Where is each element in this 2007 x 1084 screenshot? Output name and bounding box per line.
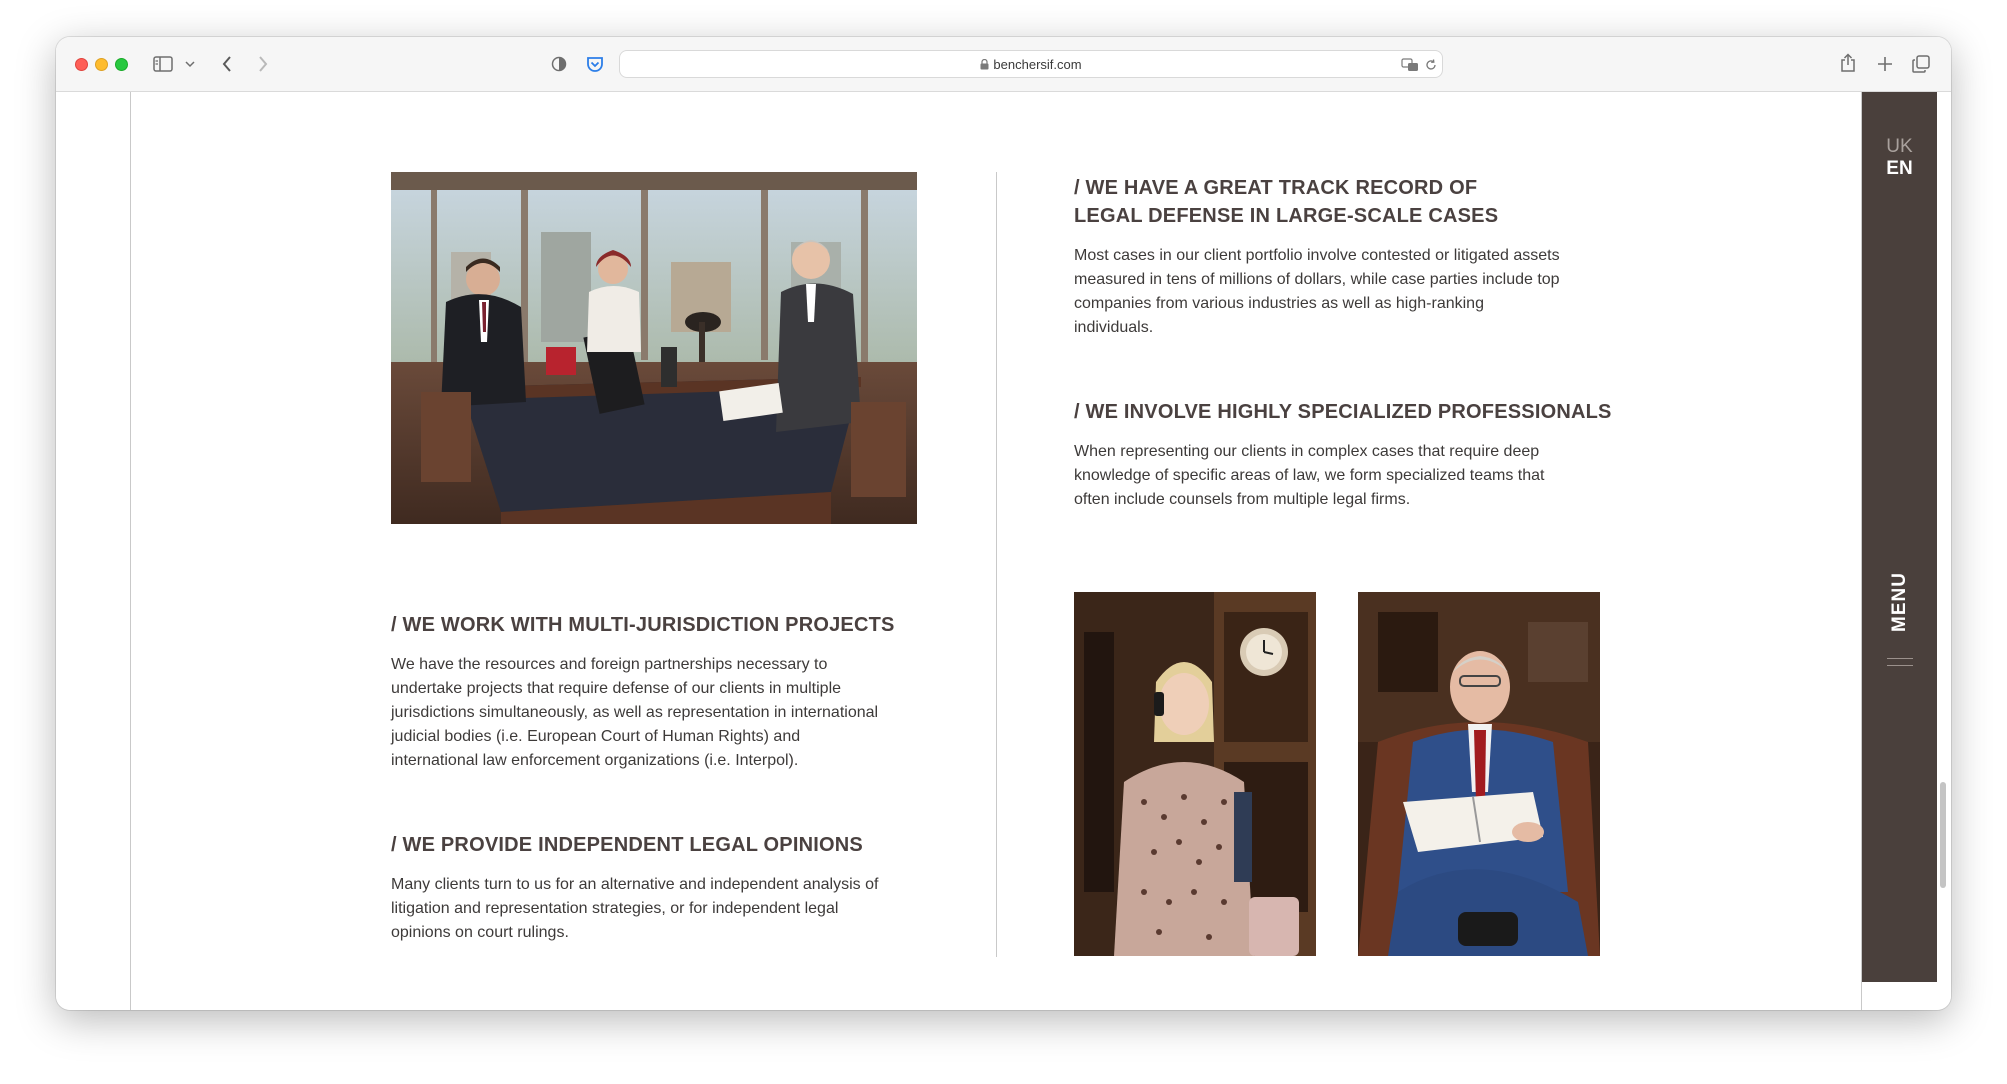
text-line: knowledge of specific areas of law, we form specialized teams that (1074, 467, 1545, 484)
tabs-overview-icon[interactable] (1910, 53, 1932, 75)
chevron-down-icon[interactable] (183, 57, 197, 71)
side-navigation-panel (1862, 92, 1937, 982)
legal-opinions-heading: / WE PROVIDE INDEPENDENT LEGAL OPINIONS (391, 834, 863, 856)
text-line: opinions on court rulings. (391, 924, 569, 941)
language-uk-link[interactable]: UK (1886, 136, 1913, 157)
left-divider (130, 92, 131, 1010)
text-line: measured in tens of millions of dollars, while case parties include top (1074, 271, 1560, 288)
page-scrollbar[interactable] (1940, 782, 1946, 888)
text-line: litigation and representation strategies, or for independent legal (391, 900, 839, 917)
track-record-title-line-2: LEGAL DEFENSE IN LARGE-SCALE CASES (1074, 205, 1499, 227)
text-line: judicial bodies (i.e. European Court of Human Rights) and (391, 728, 801, 745)
text-line: Most cases in our client portfolio involve contested or litigated assets (1074, 247, 1560, 264)
text-line: often include counsels from multiple legal firms. (1074, 491, 1411, 508)
hamburger-icon[interactable] (1887, 658, 1913, 670)
sidebar-icon[interactable] (152, 53, 174, 75)
text-line: We have the resources and foreign partnerships necessary to (391, 656, 828, 673)
professionals-text (1074, 440, 1544, 512)
track-record-text (1074, 244, 1560, 340)
menu-label: MENU (1889, 572, 1911, 632)
text-line: When representing our clients in complex cases that require deep (1074, 443, 1540, 460)
text-line: individuals. (1074, 319, 1154, 336)
address-bar[interactable] (619, 50, 1443, 78)
track-record-title-line-1: / WE HAVE A GREAT TRACK RECORD OF (1074, 177, 1478, 199)
browser-window (56, 37, 1951, 1010)
menu-button[interactable] (1886, 562, 1914, 642)
pocket-icon[interactable] (584, 53, 606, 75)
browser-toolbar (56, 37, 1951, 92)
woman-portrait-photo (1074, 592, 1316, 956)
multi-jurisdiction-text (391, 653, 878, 773)
url-field[interactable] (620, 57, 1442, 73)
legal-opinions-text (391, 873, 878, 945)
url-text: benchersif.com (993, 57, 1082, 72)
share-icon[interactable] (1837, 51, 1859, 75)
minimize-window-button[interactable] (95, 58, 108, 71)
close-window-button[interactable] (75, 58, 88, 71)
forward-icon[interactable] (252, 53, 274, 75)
text-line: undertake projects that require defense of our clients in multiple (391, 680, 842, 697)
man-portrait-photo (1358, 592, 1600, 956)
text-line: Many clients turn to us for an alternative and independent analysis of (391, 876, 879, 893)
translate-icon[interactable] (1400, 56, 1420, 74)
page-content (56, 92, 1951, 1010)
back-icon[interactable] (216, 53, 238, 75)
professionals-heading: / WE INVOLVE HIGHLY SPECIALIZED PROFESSIONALS (1074, 401, 1612, 423)
shield-icon[interactable] (548, 53, 570, 75)
zoom-window-button[interactable] (115, 58, 128, 71)
text-line: international law enforcement organizations (i.e. Interpol). (391, 752, 799, 769)
language-en-link[interactable]: EN (1886, 158, 1913, 179)
center-divider (996, 172, 997, 957)
lock-icon (980, 58, 989, 73)
office-meeting-photo (391, 172, 917, 524)
track-record-heading (1074, 174, 1498, 230)
text-line: companies from various industries as well as high-ranking (1074, 295, 1484, 312)
reload-icon[interactable] (1423, 56, 1439, 74)
multi-jurisdiction-heading: / WE WORK WITH MULTI-JURISDICTION PROJECTS (391, 614, 895, 636)
text-line: jurisdictions simultaneously, as well as representation in international (391, 704, 879, 721)
new-tab-icon[interactable] (1874, 53, 1896, 75)
